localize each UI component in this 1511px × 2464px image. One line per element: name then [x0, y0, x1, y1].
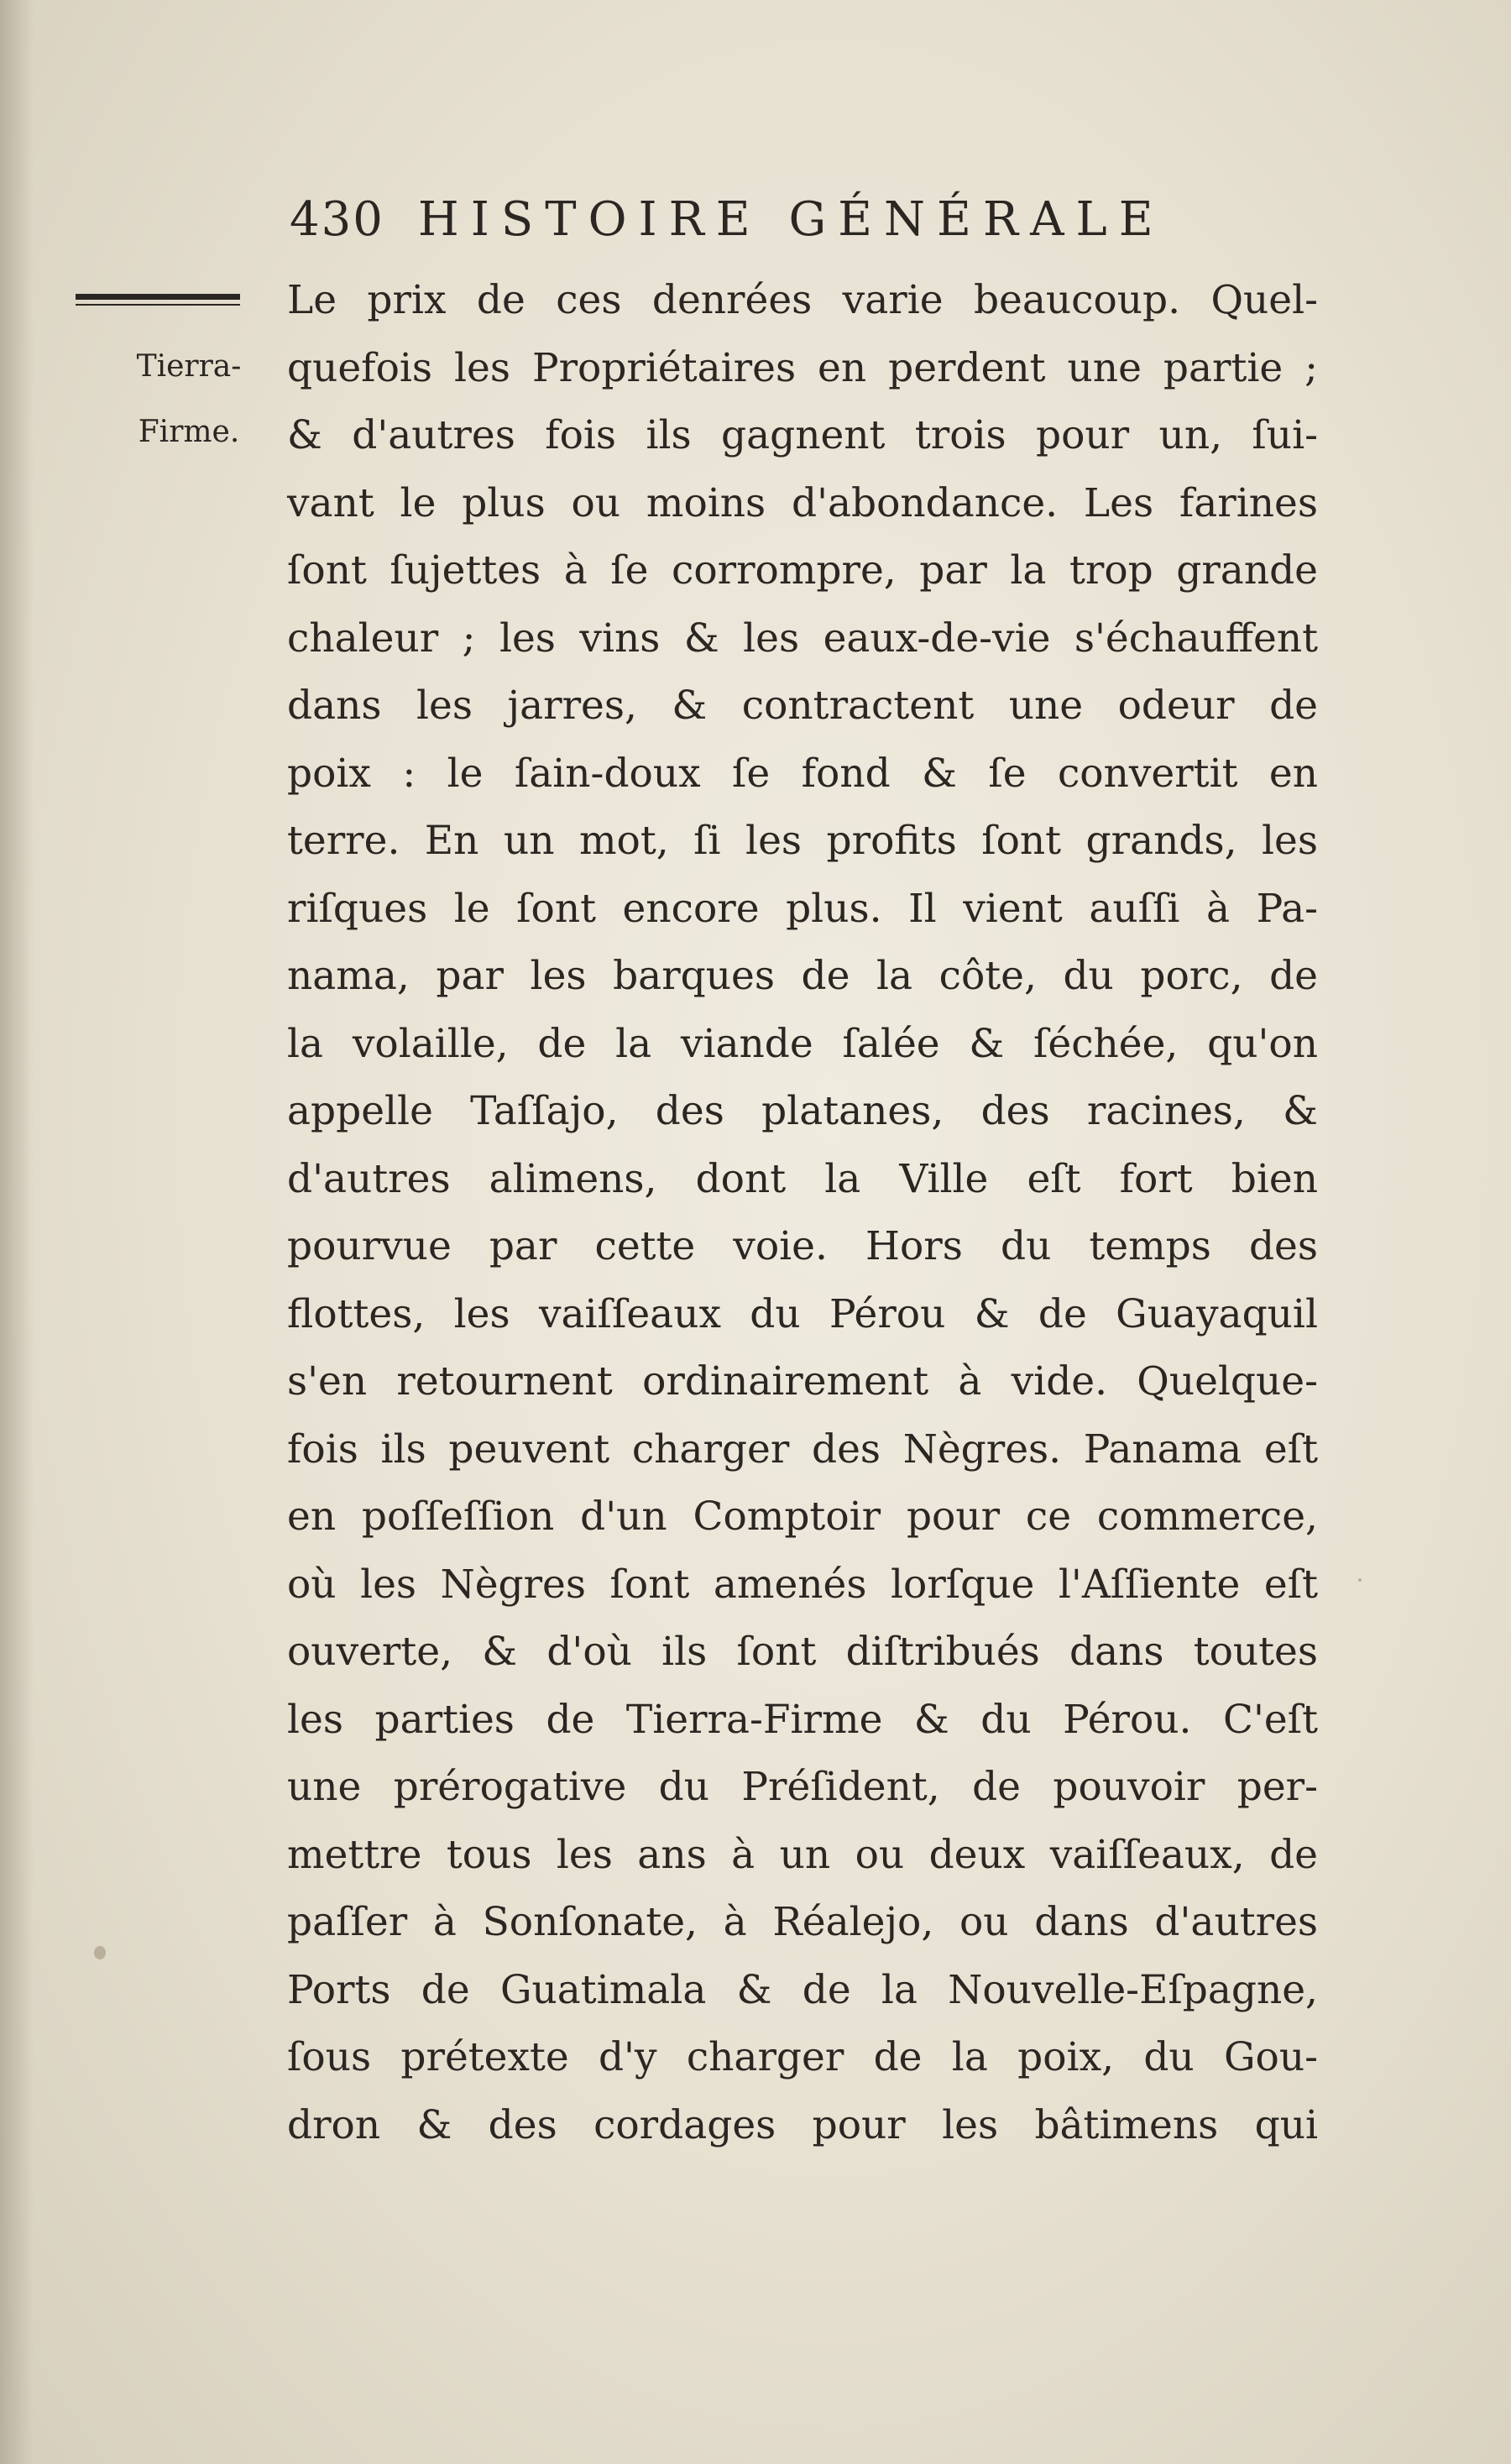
- text-line: Le prix de ces denrées varie beaucoup. Quel-: [287, 277, 1318, 323]
- text-line: ouverte, & d'où ils ſont diſtribués dans toutes: [287, 1629, 1318, 1675]
- text-line: mettre tous les ans à un ou deux vaiſſeaux, de: [287, 1831, 1318, 1878]
- text-line: s'en retournent ordinairement à vide. Quelque-: [287, 1358, 1318, 1405]
- text-line: appelle Taſſajo, des platanes, des racines, &: [287, 1088, 1318, 1134]
- text-line: ſont ſujettes à ſe corrompre, par la trop grande: [287, 547, 1318, 594]
- text-line: paſſer à Sonſonate, à Réalejo, ou dans d'autres: [287, 1899, 1318, 1945]
- marginal-rule-thin: [76, 304, 240, 306]
- text-line: où les Nègres ſont amenés lorſque l'Aſſiente eſt: [287, 1561, 1318, 1608]
- text-line: riſques le ſont encore plus. Il vient auſſi à Pa-: [287, 885, 1318, 932]
- text-line: vant le plus ou moins d'abondance. Les farines: [287, 479, 1318, 526]
- text-line: quefois les Propriétaires en perdent une partie ;: [287, 344, 1318, 391]
- page-number: 430: [290, 192, 384, 247]
- text-line: une prérogative du Préſident, de pouvoir per-: [287, 1764, 1318, 1810]
- marginal-note: [118, 334, 260, 465]
- text-line: dron & des cordages pour les bâtimens qui: [287, 2101, 1318, 2148]
- text-line: fois ils peuvent charger des Nègres. Panama eſt: [287, 1426, 1318, 1473]
- marginal-note-line-1: Tierra-: [136, 349, 242, 384]
- text-line: les parties de Tierra-Firme & du Pérou. C'eſt: [287, 1696, 1318, 1743]
- text-line: poix : le ſain-doux ſe fond & ſe convertit en: [287, 750, 1318, 797]
- marginal-rule-thick: [76, 294, 240, 300]
- text-line: & d'autres fois ils gagnent trois pour un, ſui-: [287, 412, 1318, 458]
- text-line: flottes, les vaiſſeaux du Pérou & de Guayaquil: [287, 1290, 1318, 1337]
- text-line: ſous prétexte d'y charger de la poix, du Gou-: [287, 2034, 1318, 2080]
- text-line: terre. En un mot, ſi les profits ſont grands, les: [287, 818, 1318, 864]
- body-text: [287, 267, 1318, 2159]
- paper-speck: [1358, 1578, 1362, 1582]
- paper-speck: [94, 1946, 106, 1959]
- page-gutter-shadow: [0, 0, 34, 2464]
- running-header: [290, 186, 1297, 254]
- text-line: d'autres alimens, dont la Ville eſt fort bien: [287, 1155, 1318, 1202]
- text-line: Ports de Guatimala & de la Nouvelle-Eſpagne,: [287, 1966, 1318, 2013]
- marginal-note-line-2: Firme.: [138, 415, 240, 449]
- text-line: chaleur ; les vins & les eaux-de-vie s'échauffent: [287, 615, 1318, 662]
- text-line: dans les jarres, & contractent une odeur de: [287, 683, 1318, 729]
- text-line: pourvue par cette voie. Hors du temps des: [287, 1223, 1318, 1269]
- text-line: en poſſeſſion d'un Comptoir pour ce commerce,: [287, 1494, 1318, 1540]
- text-line: la volaille, de la viande ſalée & ſéchée, qu'on: [287, 1020, 1318, 1067]
- text-line: nama, par les barques de la côte, du porc, de: [287, 953, 1318, 999]
- running-title: HISTOIRE GÉNÉRALE: [417, 192, 1165, 247]
